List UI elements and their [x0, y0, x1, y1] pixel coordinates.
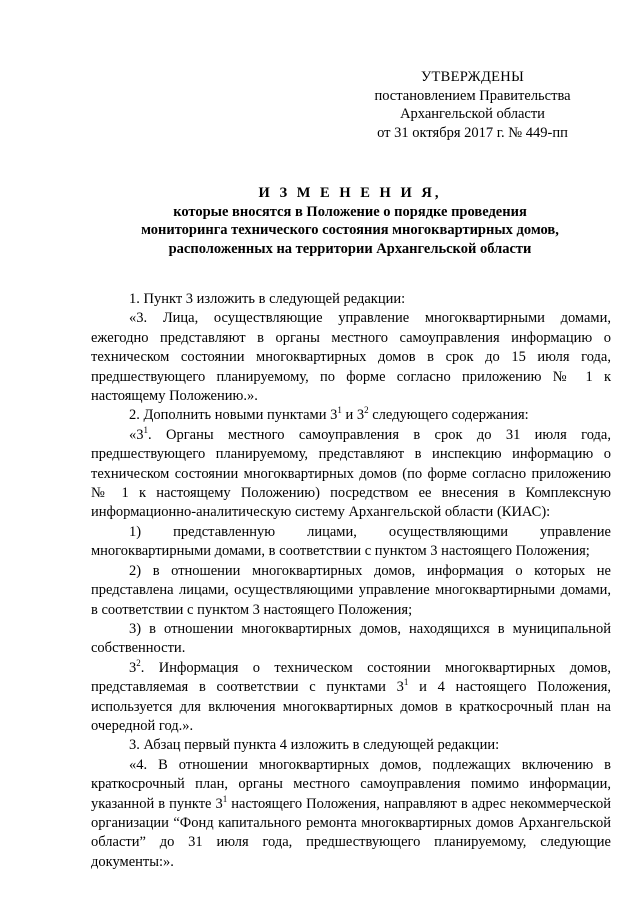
heading-line-2: мониторинга технического состояния многоквартирных домов, [141, 222, 559, 238]
text-fragment: настоящего Положения, направляют в адрес некоммерческой организации “Фонд капитального ремонта многоквартирных домов Архангельской области” до 31 июля года, предшествующего планируемому, следующие документы:». [91, 795, 612, 870]
text-fragment: следующего содержания: [368, 407, 529, 424]
text-fragment: . Информация о техническом состоянии многоквартирных домов, представляемая в соответствии с пунктами 3 [91, 659, 611, 696]
text-fragment: и 4 настоящего Положения, используется для включения многоквартирных домов в краткосрочный план на очередной год.». [91, 679, 611, 734]
paragraph-point-3-1 [91, 426, 611, 523]
text-fragment: «4. В отношении многоквартирных домов, подлежащих включению в краткосрочный план, органы местного самоуправления помимо информации, указанной в пункте 3 [91, 756, 611, 812]
superscript: 1 [337, 405, 342, 416]
superscript: 1 [143, 425, 148, 436]
text-fragment: 3 [129, 659, 137, 676]
document-heading [90, 184, 610, 258]
paragraph-item-1: 1. Пункт 3 изложить в следующей редакции: [129, 291, 406, 307]
text-fragment: «3 [129, 426, 144, 443]
heading-line-3: расположенных на территории Архангельской области [168, 240, 532, 257]
superscript: 2 [364, 405, 369, 416]
approval-line-3: от 31 октября 2017 г. № 449-пп [377, 124, 568, 141]
paragraph-subitem-2: 2) в отношении многоквартирных домов, информация о которых не представлена лицами, осуществляющими управление многоквартирными домами, в соответствии с пунктом 3 настоящего Положения; [91, 562, 611, 618]
document-body [91, 290, 611, 872]
paragraph-item-3: 3. Абзац первый пункта 4 изложить в следующей редакции: [129, 737, 500, 754]
text-fragment: 2. Дополнить новыми пунктами 3 [129, 407, 338, 424]
paragraph-subitem-3: 3) в отношении многоквартирных домов, находящихся в муниципальной собственности. [91, 620, 611, 657]
approval-line-1: постановлением Правительства [374, 87, 571, 104]
paragraph-item-2 [91, 406, 611, 425]
paragraph-point-3-2 [91, 659, 611, 737]
superscript: 2 [136, 657, 141, 668]
approval-line-2: Архангельской области [400, 106, 545, 122]
text-fragment: . Органы местного самоуправления в срок до 31 июля года, предшествующего планируемому, представляют в инспекцию информацию о техническом состоянии многоквартирных домов (по форме согласно приложению № 1 к настоящему Положению) посредством ее внесения в Комплексную информационно-аналитическую систему Архангельской области (КИАС): [91, 426, 611, 521]
text-fragment: и 3 [341, 407, 365, 424]
paragraph-point-3: «3. Лица, осуществляющие управление многоквартирными домами, ежегодно представляют в органы местного самоуправления информацию о техническом состоянии многоквартирных домов в срок до 15 июля года, предшествующего планируемому, по форме согласно приложению № 1 к настоящему Положению.». [91, 310, 611, 405]
heading-line-1: которые вносятся в Положение о порядке проведения [173, 203, 527, 220]
paragraph-point-4 [91, 756, 611, 872]
paragraph-subitem-1: 1) представленную лицами, осуществляющими управление многоквартирными домами, в соответствии с пунктом 3 настоящего Положения; [91, 523, 611, 560]
heading-title: И З М Е Н Е Н И Я, [258, 185, 442, 201]
approval-stamp [365, 68, 580, 142]
superscript: 1 [222, 793, 228, 804]
superscript: 1 [403, 677, 409, 688]
approval-title: УТВЕРЖДЕНЫ [420, 69, 525, 85]
